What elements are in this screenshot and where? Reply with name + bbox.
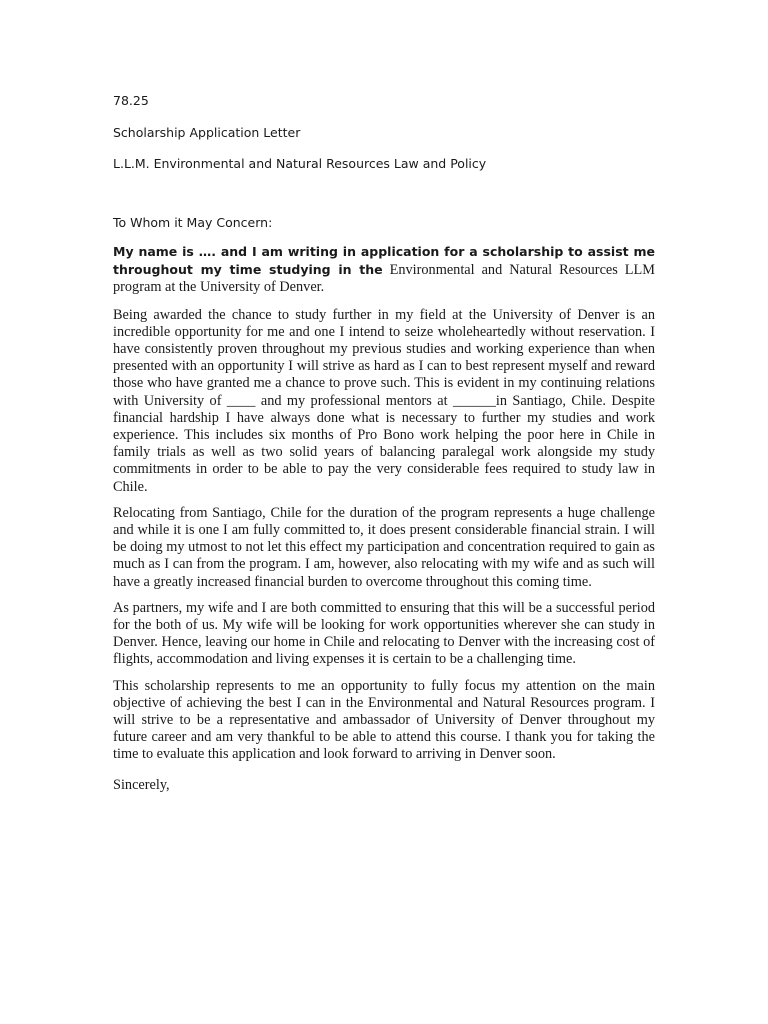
body-paragraph-1: Being awarded the chance to study further in my field at the University of Denver is an incredible opportunity for me and one I intend to seize wholeheartedly without reservation. I have consistently proven throughout my previous studies and working experience than when presented with an opportunity I will strive as hard as I can to best represent myself and reward those who have granted me a chance to prove such. This is evident in my continuing relations with University of ____ and my professional mentors at ______in Santiago, Chile. Despite financial hardship I have always done what is necessary to further my studies and work experience. This includes six months of Pro Bono work helping the poor here in Chile in family trials as well as two solid years of balancing paralegal work alongside my study commitments in order to be able to pay the very considerable fees required to study law in Chile. [113,306,655,495]
body-paragraph-3: As partners, my wife and I are both committed to ensuring that this will be a successful period for the both of us. My wife will be looking for work opportunities wherever she can study in Denver. Hence, leaving our home in Chile and relocating to Denver with the increasing cost of flights, accommodation and living expenses it is certain to be a challenging time. [113,599,655,668]
body-paragraph-2: Relocating from Santiago, Chile for the duration of the program represents a huge challenge and while it is one I am fully committed to, it does present considerable financial strain. I will be doing my utmost to not let this effect my participation and concentration required to gain as much as I can from the program. I am, however, also relocating with my wife and as such will have a greatly increased financial burden to overcome throughout this coming time. [113,504,655,590]
salutation: To Whom it May Concern: [113,215,273,230]
document-number: 78.25 [113,93,149,108]
intro-rest: Environmental and Natural Resources LLM program at the University of Denver. [113,262,655,296]
body-paragraph-4: This scholarship represents to me an opportunity to fully focus my attention on the main objective of achieving the best I can in the Environmental and Natural Resources program. I will strive to be a representative and ambassador of University of Denver throughout my future career and am very thankful to be able to attend this course. I thank you for taking the time to evaluate this application and look forward to arriving in Denver soon. [113,677,655,763]
program-title: L.L.M. Environmental and Natural Resources Law and Policy [113,156,487,171]
intro-paragraph [113,243,655,297]
closing: Sincerely, [113,776,170,793]
letter-content [113,92,655,794]
intro-lead: My name is …. and I am writing in application for a scholarship to assist me throughout my time studying in the [113,244,655,278]
document-title: Scholarship Application Letter [113,125,301,140]
